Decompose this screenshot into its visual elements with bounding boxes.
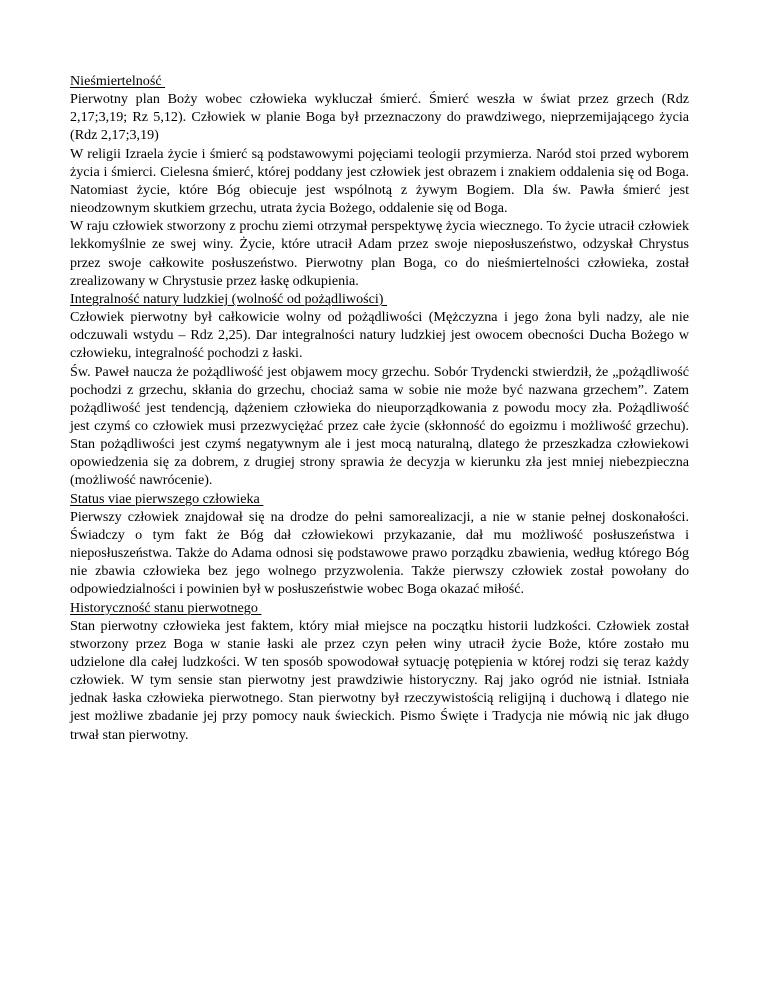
section-integralnosc (70, 290, 689, 490)
section-status-viae (70, 490, 689, 599)
section-heading: Status viae pierwszego człowieka (70, 490, 264, 507)
paragraph: Św. Paweł naucza że pożądliwość jest objawem mocy grzechu. Sobór Trydencki stwierdził, że „pożądliwość pochodzi z grzechu, skłania do grzechu, chociaż sama w sobie nie może być nazwana grzechem”. Zatem pożądliwość jest tendencją, dążeniem człowieka do nieuporządkowania z powodu mocy zła. Pożądliwość jest czymś co człowiek musi przezwyciężać przez całe życie (skłonność do egoizmu i możliwość grzechu). Stan pożądliwości jest czymś negatywnym ale i jest mocą naturalną, dlatego że przeszkadza człowiekowi opowiedzenia się za dobrem, z drugiej strony sprawia że decyzja w kierunku zła jest mniej niebezpieczna (możliwość nawrócenie). (70, 363, 689, 489)
paragraph: W raju człowiek stworzony z prochu ziemi otrzymał perspektywę życia wiecznego. To życie utracił człowiek lekkomyślnie ze swej winy. Życie, które utracił Adam przez swoje nieposłuszeństwo, odzyskał Chrystus przez swoje całkowite posłuszeństwo. Pierwotny plan Boga, co do nieśmiertelności człowieka, został zrealizowany w Chrystusie przez łaskę odkupienia. (70, 218, 689, 289)
paragraph: Stan pierwotny człowieka jest faktem, który miał miejsce na początku historii ludzkości. Człowiek został stworzony przez Boga w stanie łaski ale przez czyn pełen winy utracił życie Boże, które zostało mu udzielone dla całej ludzkości. W ten sposób spowodował sytuację potępienia w której rodzi się teraz każdy człowiek. W tym sensie stan pierwotny jest prawdziwie historyczny. Raj jako ogród nie istniał. Istniała jednak łaska człowieka pierwotnego. Stan pierwotny był rzeczywistością religijną i duchową i dlatego nie jest możliwe zbadanie jej przy pomocy nauk świeckich. Pismo Święte i Tradycja nie mówią nic jak długo trwał stan pierwotny. (70, 617, 689, 743)
section-niesmiertelnosc (70, 72, 689, 290)
section-historycznosc (70, 599, 689, 744)
section-heading: Nieśmiertelność (70, 73, 166, 89)
paragraph: Pierwszy człowiek znajdował się na drodze do pełni samorealizacji, a nie w stanie pełnej doskonałości. Świadczy o tym fakt że Bóg dał człowiekowi przykazanie, dał mu możliwość posłuszeństwa i nieposłuszeństwa. Także do Adama odnosi się podstawowe prawo porządku zbawienia, według którego Bóg nie zbawia człowieka bez jego wolnego przyzwolenia. Także pierwszy człowiek został powołany do odpowiedzialności i powinien był w posłuszeństwie wobec Boga okazać miłość. (70, 508, 689, 598)
section-heading: Historyczność stanu pierwotnego (70, 599, 262, 616)
paragraph: Pierwotny plan Boży wobec człowieka wykluczał śmierć. Śmierć weszła w świat przez grzech (Rdz 2,17;3,19; Rz 5,12). Człowiek w planie Boga był przeznaczony do prawdziwego, nieprzemijającego życia (Rdz 2,17;3,19) (70, 91, 689, 144)
paragraph: W religii Izraela życie i śmierć są podstawowymi pojęciami teologii przymierza. Naród stoi przed wyborem życia i śmierci. Cielesna śmierć, której poddany jest człowiek jest obrazem i znakiem oddalenia się od Boga. Natomiast życie, które Bóg obiecuje jest wspólnotą z żywym Bogiem. Dla św. Pawła śmierć jest nieodzownym skutkiem grzechu, utrata życia Bożego, oddalenie się od Boga. (70, 145, 689, 217)
paragraph: Człowiek pierwotny był całkowicie wolny od pożądliwości (Mężczyzna i jego żona byli nadzy, ale nie odczuwali wstydu – Rdz 2,25). Dar integralności natury ludzkiej jest owocem obecności Ducha Bożego w człowieku, integralność pochodzi z łaski. (70, 309, 689, 362)
document-page (70, 72, 689, 744)
section-heading: Integralność natury ludzkiej (wolność od pożądliwości) (70, 290, 388, 307)
